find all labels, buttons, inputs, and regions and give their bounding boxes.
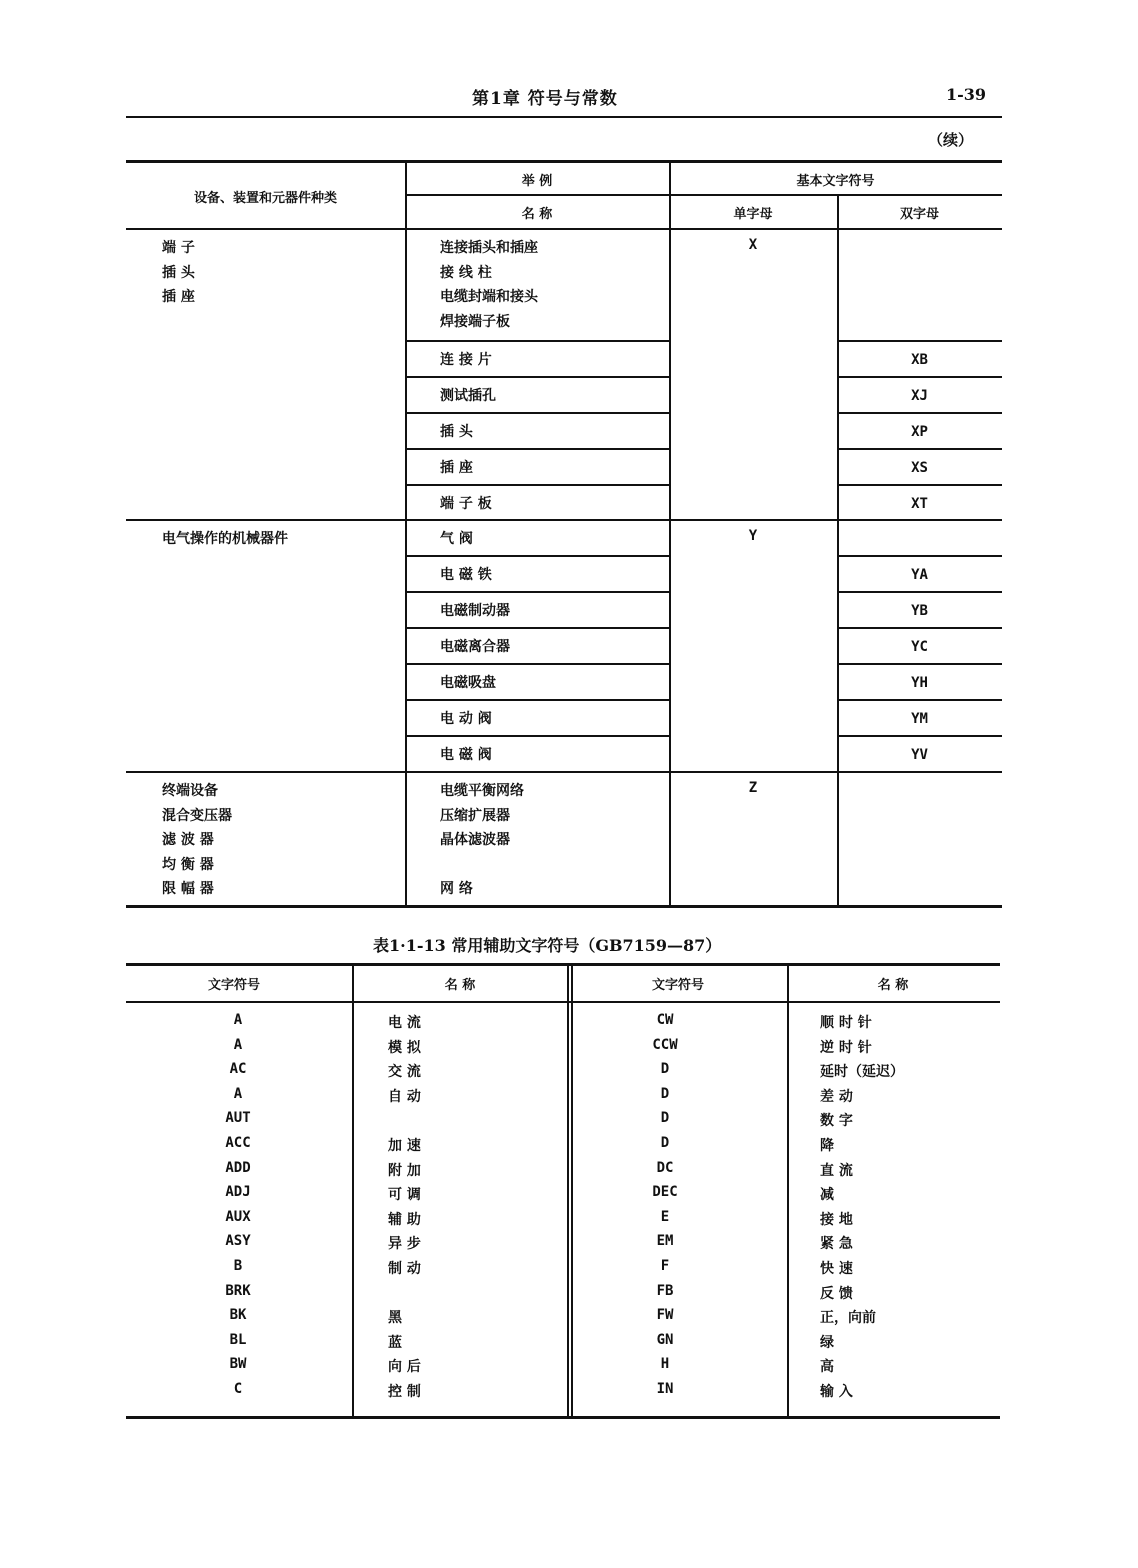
category-label: 电气操作的机械器件 [162,531,288,547]
symbol-code: BRK [225,1282,251,1299]
symbol-name: 附 加 [388,1162,421,1179]
table1-group-rule [126,771,1002,773]
header-name: 名 称 [521,207,553,222]
table1-row-rule [837,591,1002,593]
example-name: 网 络 [440,881,473,897]
example-name: 电缆封端和接头 [440,289,538,305]
chapter-title: 第1章 符号与常数 [472,89,618,109]
category-label: 端 子 [162,240,195,256]
symbol-name: 控 制 [388,1384,421,1400]
example-name: 电磁离合器 [440,639,510,655]
table1-column-divider [405,160,407,905]
table1-row-rule [837,340,1002,342]
table1-group-rule [126,519,1002,521]
symbol-name: 输 入 [820,1384,853,1400]
example-name: 电 磁 铁 [440,567,492,583]
table1-row-rule [405,591,669,593]
symbol-code: ADD [225,1159,251,1176]
symbol-name: 顺 时 针 [820,1015,872,1031]
symbol-code: D [660,1061,670,1078]
table1-row-rule [405,448,669,450]
symbol-code: D [660,1135,670,1151]
symbol-name: 延时（延迟） [820,1064,904,1081]
double-letter-symbol: XS [911,460,928,476]
symbol-code: D [660,1110,670,1127]
example-name: 电磁吸盘 [440,675,496,691]
symbol-name: 反 馈 [820,1285,853,1302]
table1-row-rule [405,699,669,701]
double-letter-symbol: XJ [911,388,928,404]
double-letter-symbol: XT [911,496,928,512]
table1-row-rule [837,663,1002,665]
table1-row-rule [837,412,1002,414]
example-name: 电磁制动器 [440,603,510,619]
table1-top-rule [126,160,1002,163]
example-name: 电 磁 阀 [440,747,492,763]
double-letter-symbol: YC [911,639,928,655]
symbol-code: FB [656,1282,674,1299]
table2-header: 文字符号 [651,978,704,993]
symbol-name: 异 步 [388,1236,421,1253]
symbol-name: 高 [820,1359,834,1376]
symbol-code: B [233,1258,243,1274]
symbol-name: 紧 急 [820,1236,853,1253]
table1-row-rule [405,340,669,342]
header-rule [126,116,1002,118]
table1-row-rule [405,555,669,557]
table2-header: 名 称 [444,978,476,993]
symbol-name: 数 字 [820,1113,853,1130]
category-label: 限 幅 器 [162,881,214,897]
symbol-name: 绿 [820,1334,834,1351]
table1-column-divider [837,194,839,905]
double-letter-symbol: XP [911,424,928,440]
table2-top-rule [126,963,1000,966]
symbol-name: 黑 [388,1310,402,1327]
symbol-code: AC [229,1061,247,1078]
symbol-name: 降 [820,1138,834,1154]
table2-column-divider [352,963,354,1416]
double-letter-symbol: XB [911,352,928,368]
symbol-name: 电 流 [388,1015,421,1031]
table1-bottom-rule [126,905,1002,908]
double-letter-symbol: YM [911,711,928,727]
header-double-letter: 双字母 [899,207,939,222]
table1-row-rule [405,663,669,665]
table2-column-divider [567,963,569,1416]
symbol-name: 减 [820,1187,834,1204]
table2-header: 文字符号 [207,978,260,993]
double-letter-symbol: YB [911,603,928,619]
symbol-code: AUX [225,1208,251,1225]
symbol-name: 逆 时 针 [820,1039,872,1056]
table1-row-rule [405,484,669,486]
table2-header-rule [126,1001,1000,1003]
table1-row-rule [837,735,1002,737]
symbol-code: BW [229,1356,247,1373]
single-letter-symbol: Z [748,780,758,796]
symbol-name: 模 拟 [388,1039,421,1056]
symbol-code: CCW [652,1036,678,1053]
symbol-code: DC [656,1159,674,1176]
symbol-code: D [660,1085,670,1102]
table1-row-rule [405,376,669,378]
category-label: 均 衡 器 [162,856,214,873]
symbol-code: AUT [225,1110,251,1127]
example-name: 连 接 片 [440,352,492,368]
symbol-name: 接 地 [820,1211,853,1228]
symbol-code: E [660,1208,670,1225]
symbol-code: CW [656,1012,674,1028]
symbol-code: DEC [652,1184,678,1201]
symbol-code: EM [656,1233,674,1250]
symbol-code: A [233,1012,243,1028]
symbol-code: ASY [225,1233,251,1250]
category-label: 插 座 [162,289,195,305]
example-name: 焊接端子板 [440,313,510,330]
table2-header: 名 称 [877,978,909,993]
example-name: 端 子 板 [440,496,492,512]
symbol-name: 正，向前 [820,1310,876,1327]
table1-row-rule [405,412,669,414]
table2-column-divider [571,963,573,1416]
table2-column-divider [787,963,789,1416]
symbol-name: 直 流 [820,1162,853,1179]
example-name: 电 动 阀 [440,711,492,727]
symbol-name: 制 动 [388,1261,421,1277]
double-letter-symbol: YV [911,747,928,763]
symbol-name: 辅 助 [388,1211,421,1228]
table1-header-divider [405,194,1002,196]
example-name: 插 头 [440,424,473,440]
symbol-code: A [233,1036,243,1053]
example-name: 接 线 柱 [440,264,492,281]
symbol-code: GN [656,1331,674,1348]
symbol-name: 蓝 [388,1334,402,1351]
table1-header-rule [126,228,1002,230]
table1-row-rule [837,555,1002,557]
symbol-name: 差 动 [820,1088,853,1105]
continued-label: （续） [928,131,974,149]
category-label: 终端设备 [162,783,218,799]
example-name: 连接插头和插座 [440,240,538,256]
table1-row-rule [837,376,1002,378]
table2-bottom-rule [126,1416,1000,1419]
table1-row-rule [837,448,1002,450]
symbol-code: F [660,1258,670,1274]
example-name: 插 座 [440,460,473,476]
example-name: 晶体滤波器 [440,832,510,848]
header-basic-symbol: 基本文字符号 [796,174,875,189]
category-label: 混合变压器 [162,807,232,824]
symbol-code: FW [656,1307,674,1324]
example-name: 气 阀 [440,531,473,547]
table1-row-rule [837,627,1002,629]
page-number: 1-39 [946,85,987,104]
single-letter-symbol: X [748,237,758,253]
double-letter-symbol: YH [911,675,928,691]
symbol-code: ADJ [225,1184,251,1201]
symbol-code: C [233,1381,243,1397]
header-single-letter: 单字母 [733,207,773,222]
single-letter-symbol: Y [748,528,758,544]
header-category: 设备、装置和元器件种类 [193,191,337,206]
table1-row-rule [837,699,1002,701]
symbol-name: 自 动 [388,1088,421,1105]
table1-row-rule [405,735,669,737]
category-label: 插 头 [162,264,195,281]
symbol-code: IN [656,1381,674,1397]
example-name: 电缆平衡网络 [440,783,524,799]
symbol-name: 加 速 [388,1138,421,1154]
category-label: 滤 波 器 [162,832,214,848]
symbol-name: 可 调 [388,1187,421,1204]
symbol-name: 向 后 [388,1359,421,1376]
example-name: 测试插孔 [440,388,496,404]
symbol-code: A [233,1085,243,1102]
symbol-code: H [660,1356,670,1373]
table1-row-rule [837,484,1002,486]
table1-column-divider [669,160,671,905]
symbol-name: 快 速 [820,1261,853,1277]
symbol-code: BK [229,1307,247,1324]
double-letter-symbol: YA [911,567,928,583]
symbol-code: ACC [225,1135,251,1151]
example-name: 压缩扩展器 [440,807,510,824]
symbol-name: 交 流 [388,1064,421,1081]
symbol-code: BL [229,1331,247,1348]
table1-row-rule [405,627,669,629]
table-caption: 表1·1-13 常用辅助文字符号（GB7159—87） [373,936,722,955]
header-example: 举 例 [521,174,553,189]
